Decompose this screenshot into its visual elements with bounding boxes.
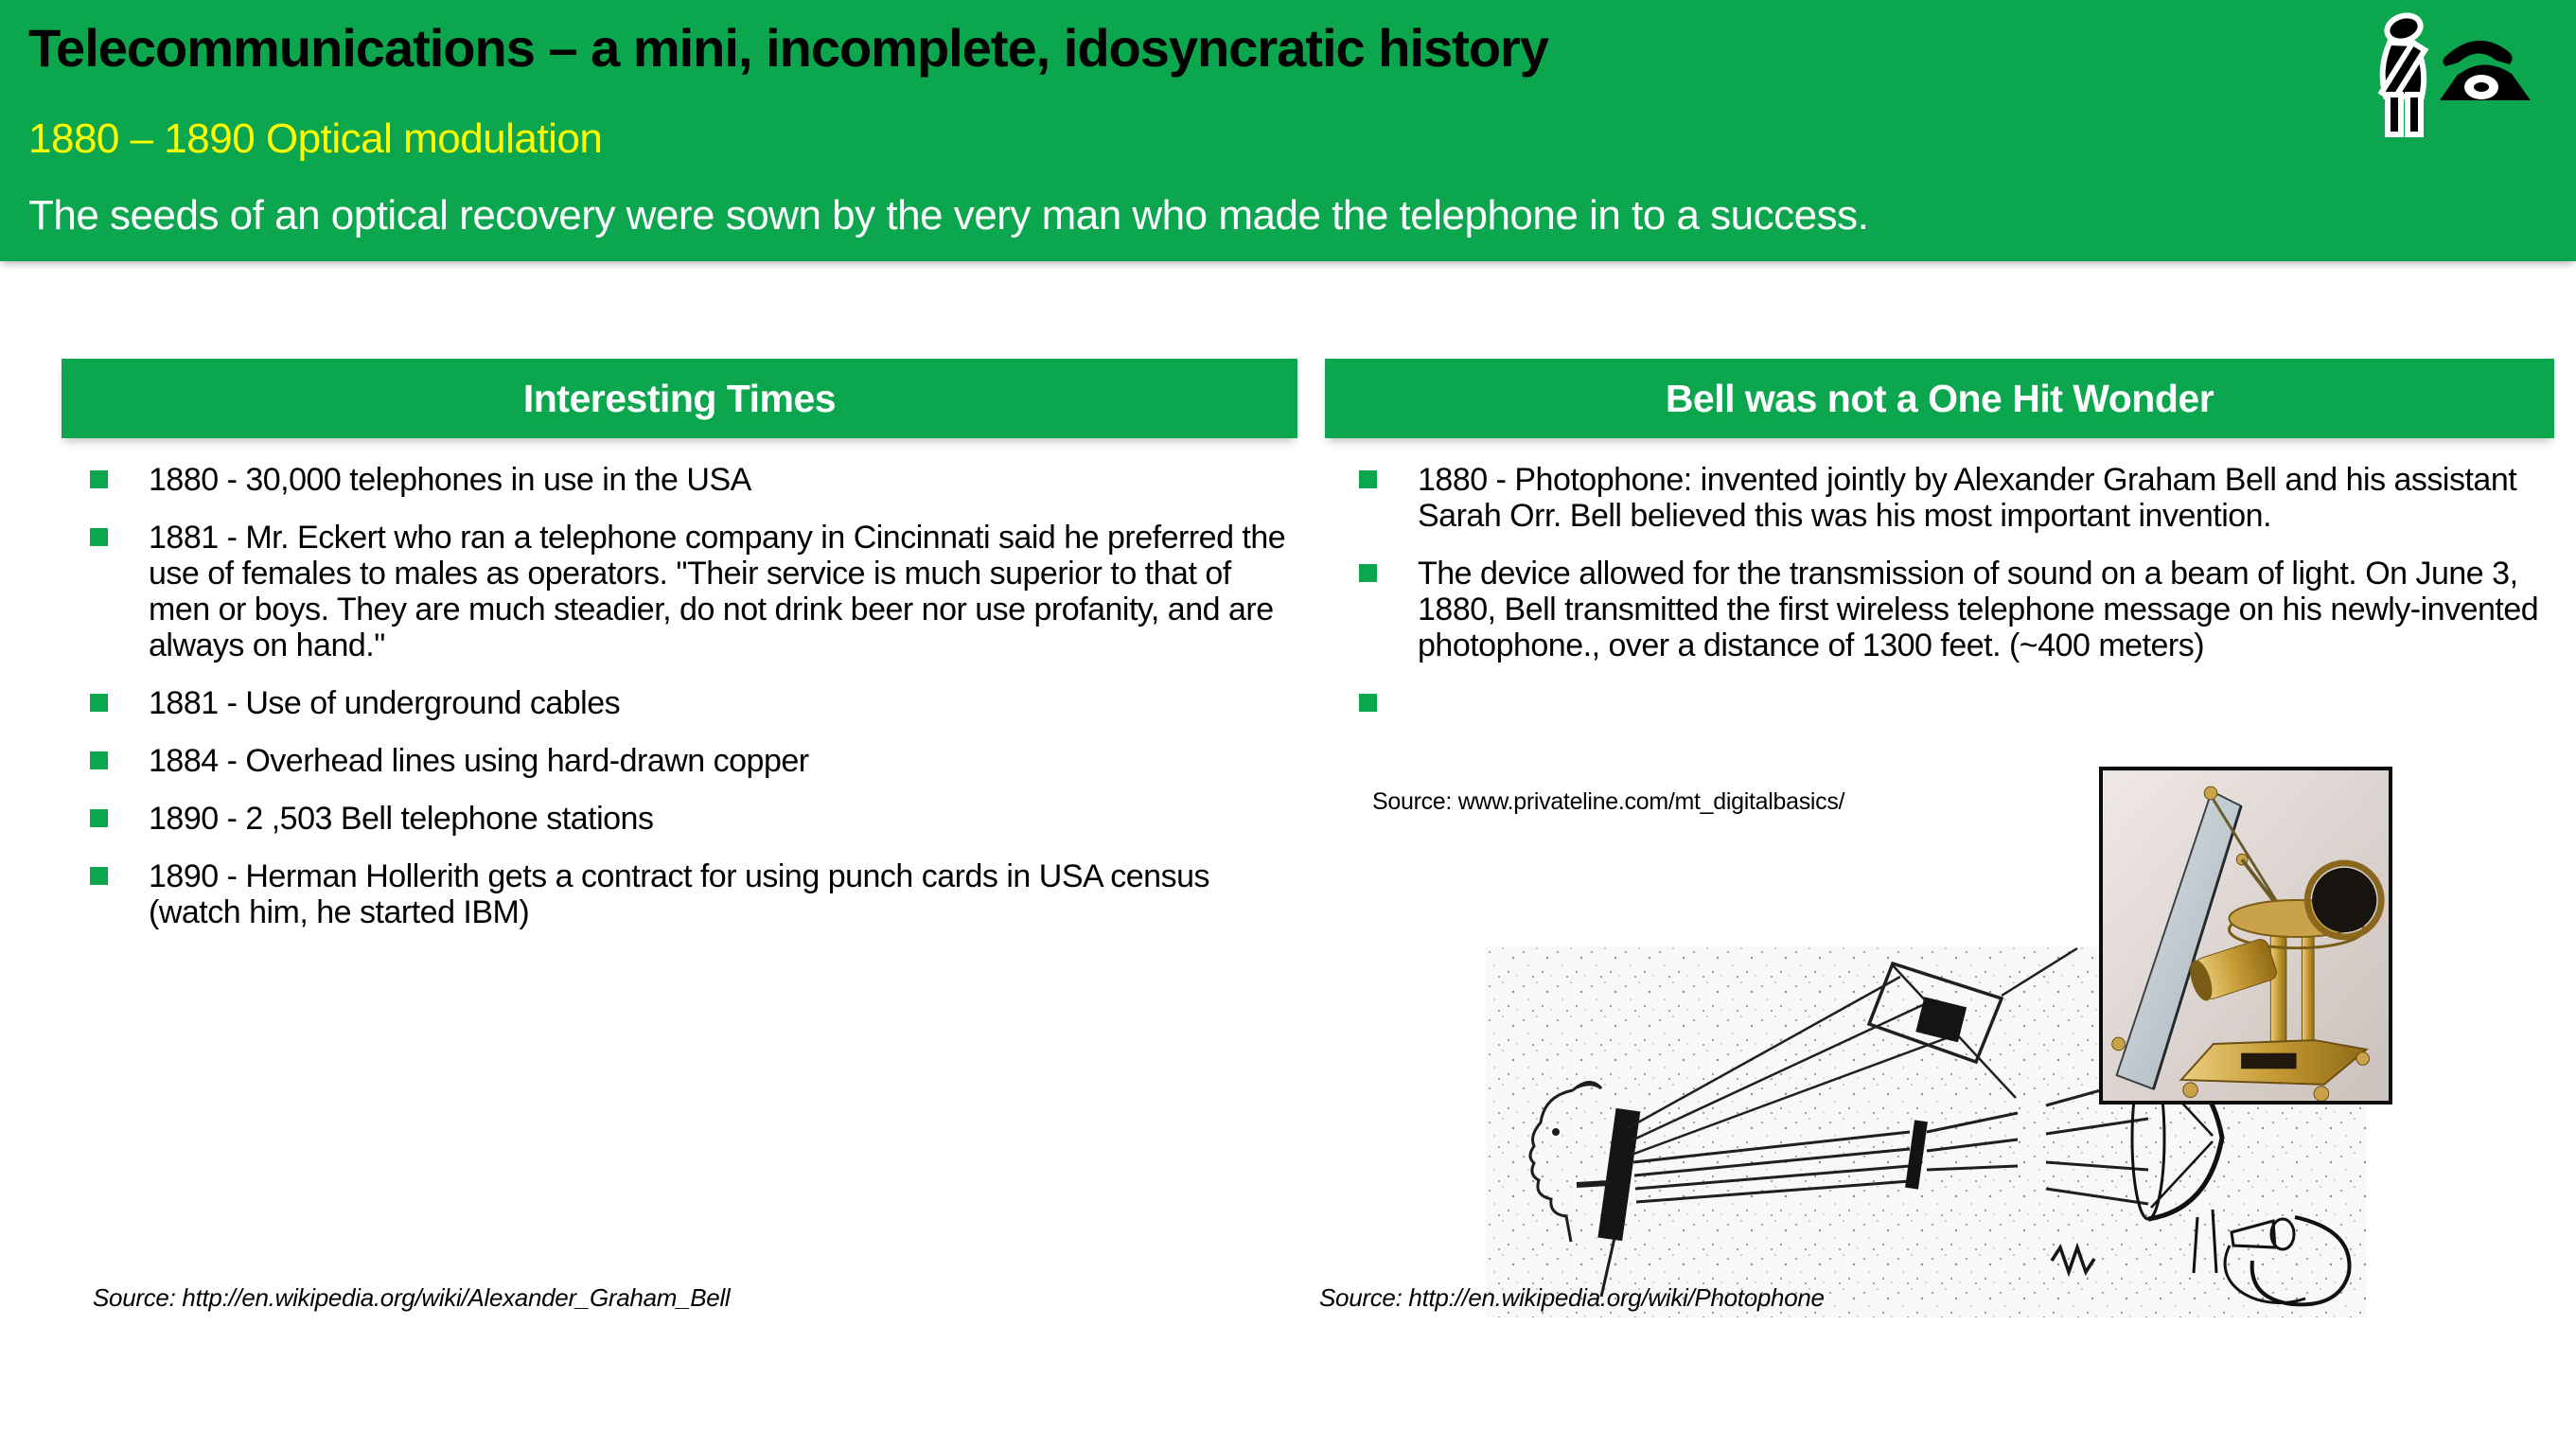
left-bullet-list xyxy=(90,462,1292,952)
right-bullet-list xyxy=(1359,462,2544,743)
bullet-square-icon xyxy=(90,751,108,769)
left-source-citation: Source: http://en.wikipedia.org/wiki/Alexander_Graham_Bell xyxy=(93,1283,731,1312)
bullet-text: 1881 - Use of underground cables xyxy=(149,685,621,721)
slide-subtitle: 1880 – 1890 Optical modulation xyxy=(28,115,603,162)
telephone-icon xyxy=(2440,41,2531,100)
header-band xyxy=(0,0,2576,261)
list-item xyxy=(90,520,1292,663)
bullet-text: 1880 - Photophone: invented jointly by Alexander Graham Bell and his assistant Sarah Orr. Bell believed this was his most important invention. xyxy=(1418,462,2517,534)
left-panel-header xyxy=(62,359,1297,438)
bullet-text: The device allowed for the transmission of sound on a beam of light. On June 3, 1880, Bell transmitted the first wireless telephone message on his newly-invented photophone., over a distance of 1300 feet. (~400 meters) xyxy=(1418,556,2539,663)
bullet-text: 1880 - 30,000 telephones in use in the USA xyxy=(149,462,751,498)
bullet-square-icon xyxy=(1359,694,1377,712)
bullet-text: 1884 - Overhead lines using hard-drawn copper xyxy=(149,743,809,779)
list-item xyxy=(90,858,1292,930)
list-item xyxy=(90,462,1292,498)
bullet-square-icon xyxy=(1359,564,1377,582)
bullet-text: 1881 - Mr. Eckert who ran a telephone company in Cincinnati said he preferred the use of females to males as operators. "Their service is much superior to that of men or boys. They are much steadier, do not drink beer nor use profanity, and are always on hand." xyxy=(149,520,1286,663)
list-item xyxy=(1359,462,2544,534)
list-item xyxy=(1359,556,2544,663)
photophone-apparatus-photo xyxy=(2099,767,2392,1104)
bullet-square-icon xyxy=(90,694,108,712)
bullet-square-icon xyxy=(90,470,108,488)
list-item xyxy=(90,743,1292,779)
list-item xyxy=(1359,685,2544,721)
bullet-text: 1890 - 2 ,503 Bell telephone stations xyxy=(149,801,654,837)
bullet-text: 1890 - Herman Hollerith gets a contract for using punch cards in USA census (watch him, he started IBM) xyxy=(149,858,1209,930)
list-item xyxy=(90,685,1292,721)
right-panel-header xyxy=(1325,359,2554,438)
bullet-square-icon xyxy=(90,809,108,827)
privateline-source-citation: Source: www.privateline.com/mt_digitalbasics/ xyxy=(1372,788,1845,815)
slide-title: Telecommunications – a mini, incomplete, idosyncratic history xyxy=(28,18,1548,78)
left-panel-title: Interesting Times xyxy=(522,376,837,420)
right-panel-title: Bell was not a One Hit Wonder xyxy=(1665,376,2214,420)
person-with-telephone-icon xyxy=(2355,8,2544,140)
bullet-square-icon xyxy=(90,528,108,546)
slide-description: The seeds of an optical recovery were sown by the very man who made the telephone in to a success. xyxy=(28,192,1869,239)
list-item xyxy=(90,801,1292,837)
right-source-citation: Source: http://en.wikipedia.org/wiki/Photophone xyxy=(1319,1283,1825,1312)
bullet-square-icon xyxy=(1359,470,1377,488)
bullet-square-icon xyxy=(90,867,108,885)
